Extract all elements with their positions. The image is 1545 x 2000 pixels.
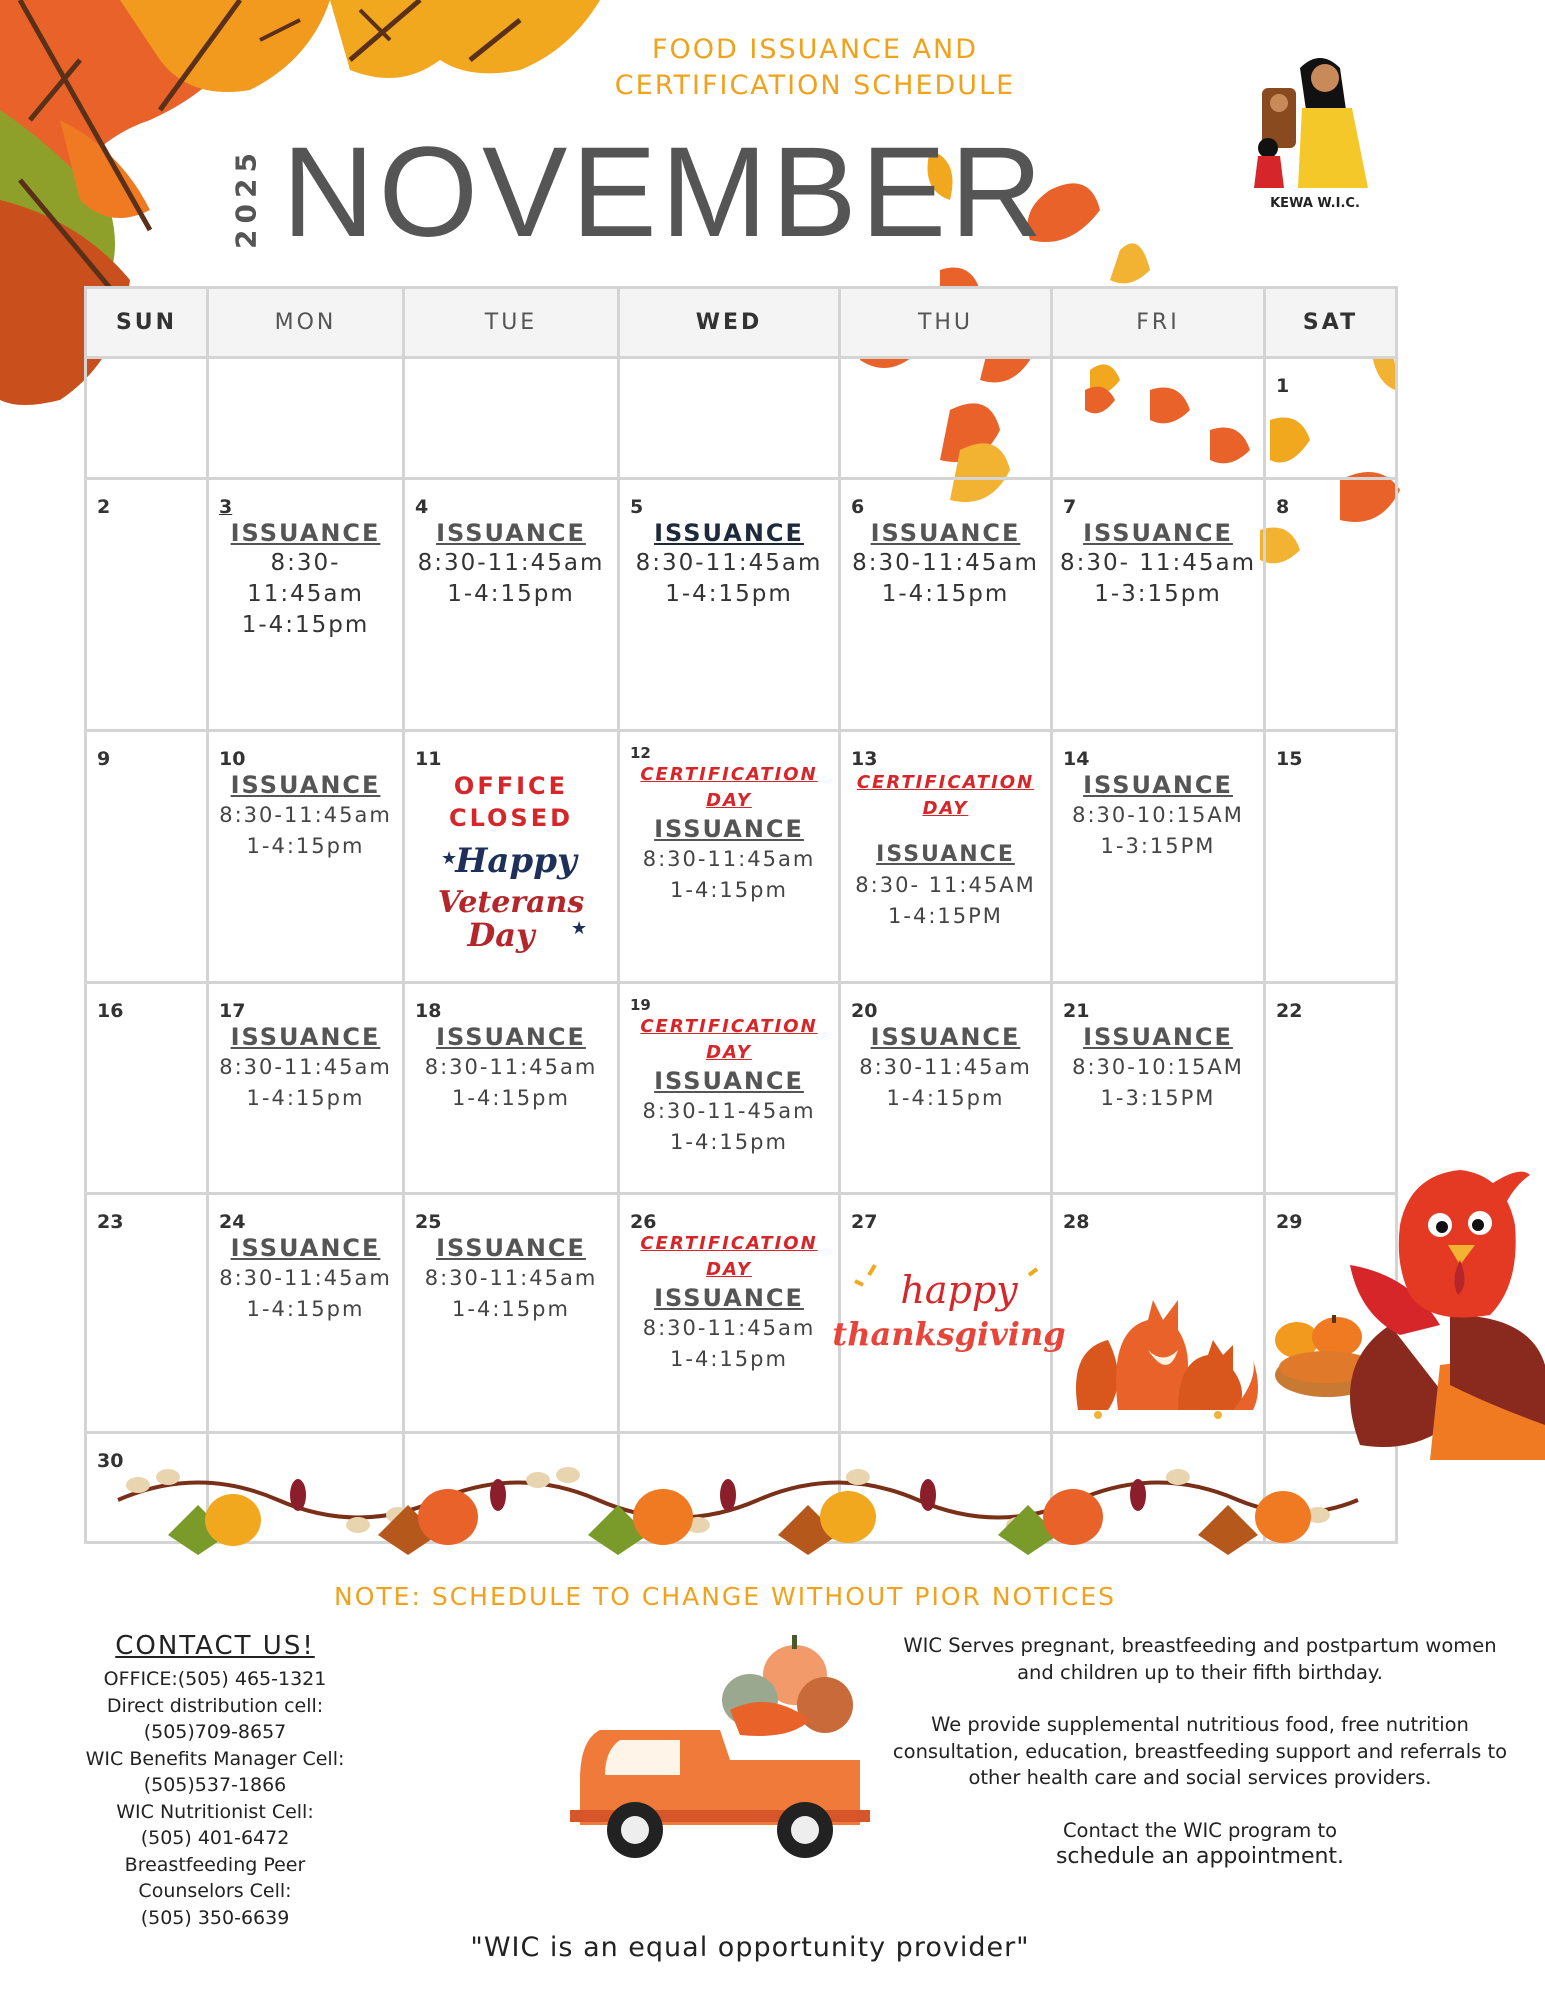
time-am: 8:30-11:45am	[219, 803, 392, 827]
day-cell-1	[1265, 358, 1397, 479]
time-am: 8:30-11:45am	[642, 1316, 816, 1340]
day-cell-empty	[404, 358, 619, 479]
day-cell-10	[208, 731, 404, 983]
time-am: 8:30-	[270, 550, 341, 576]
weekday-sat: SAT	[1265, 288, 1397, 358]
time-am: 8:30-10:15AM	[1072, 803, 1244, 827]
day-number: 5	[630, 496, 644, 518]
day-schedule	[1053, 518, 1263, 610]
week-row-5	[86, 1194, 1397, 1433]
day-cell-20	[840, 983, 1052, 1194]
day-schedule	[620, 518, 838, 610]
happy-thanksgiving-icon	[832, 1255, 1066, 1365]
turkey-icon	[1330, 1165, 1545, 1460]
day-number: 3	[219, 496, 233, 518]
issuance-label: ISSUANCE	[870, 519, 1021, 547]
year-label	[228, 147, 264, 249]
fox-pair-icon	[1068, 1290, 1258, 1420]
calendar-grid	[84, 286, 1398, 1544]
schedule-title-line1: FOOD ISSUANCE AND	[651, 34, 979, 65]
day-schedule	[620, 762, 838, 906]
week-row-2	[86, 479, 1397, 731]
time-pm: 1-4:15pm	[881, 581, 1010, 607]
time-am: 8:30-11:45am	[219, 1055, 392, 1079]
issuance-label: ISSUANCE	[1083, 519, 1233, 547]
day-cell-6	[840, 479, 1052, 731]
issuance-label: ISSUANCE	[436, 1023, 586, 1051]
day-cell-13	[840, 731, 1052, 983]
day-schedule	[209, 770, 402, 862]
issuance-label: ISSUANCE	[436, 519, 586, 547]
time-pm: 1-4:15pm	[241, 612, 370, 638]
time-am: 8:30-11:45am	[642, 847, 816, 871]
day-cell-17	[208, 983, 404, 1194]
pumpkin-garland-icon	[118, 1455, 1358, 1565]
certification-day-line2: DAY	[706, 1042, 752, 1063]
day-cell-26	[619, 1194, 840, 1433]
issuance-label: ISSUANCE	[654, 1284, 804, 1312]
certification-day-line1: CERTIFICATION	[640, 1016, 818, 1037]
day-cell-22	[1265, 983, 1397, 1194]
certification-day-line1: CERTIFICATION	[856, 772, 1035, 793]
issuance-label: ISSUANCE	[1083, 771, 1233, 799]
contact-line: (505) 401-6472	[140, 1827, 290, 1849]
day-number: 20	[851, 1000, 878, 1022]
issuance-label: ISSUANCE	[230, 1234, 381, 1262]
week-row-1	[86, 358, 1397, 479]
day-number: 19	[630, 996, 651, 1014]
day-number: 23	[97, 1211, 124, 1233]
time-am: 8:30-11:45am	[852, 550, 1039, 576]
day-schedule	[1053, 770, 1263, 862]
day-number: 21	[1063, 1000, 1090, 1022]
day-schedule	[405, 518, 617, 610]
day-schedule	[209, 1233, 402, 1325]
day-cell-18	[404, 983, 619, 1194]
day-number: 8	[1276, 496, 1290, 518]
day-cell-2	[86, 479, 208, 731]
contact-section	[50, 1630, 380, 1931]
day-number: 11	[415, 748, 442, 770]
day-number: 28	[1063, 1211, 1090, 1233]
day-number: 17	[219, 1000, 246, 1022]
time-am: 8:30-11:45am	[219, 1266, 392, 1290]
day-cell-25	[404, 1194, 619, 1433]
issuance-label: ISSUANCE	[870, 1023, 1021, 1051]
time-pm: 1-4:15pm	[447, 581, 575, 607]
time-am: 8:30-11:45am	[859, 1055, 1032, 1079]
weekday-thu: THU	[840, 288, 1052, 358]
time-pm: 1-4:15pm	[246, 834, 365, 858]
certification-day-line1: CERTIFICATION	[640, 1233, 818, 1254]
svg-text:★: ★	[571, 918, 588, 939]
week-row-4	[86, 983, 1397, 1194]
time-am: 8:30-11:45am	[635, 550, 823, 576]
day-cell-12	[619, 731, 840, 983]
contact-line: Counselors Cell:	[138, 1880, 292, 1902]
time-pm: 1-3:15pm	[1094, 581, 1222, 607]
office-closed-notice	[405, 770, 617, 958]
time-pm: 1-4:15pm	[886, 1086, 1005, 1110]
schedule-change-note: NOTE: SCHEDULE TO CHANGE WITHOUT PIOR NOTICES	[334, 1582, 1116, 1611]
day-schedule	[620, 1231, 838, 1375]
time-pm: 1-4:15pm	[246, 1297, 365, 1321]
logo-text: KEWA W.I.C.	[1270, 196, 1360, 211]
day-number: 16	[97, 1000, 124, 1022]
time-am: 11:45am	[247, 581, 364, 607]
wic-serves-text: WIC Serves pregnant, breastfeeding and postpartum women and children up to their fifth birthday.	[903, 1634, 1497, 1684]
time-am: 8:30-11:45am	[424, 1055, 598, 1079]
day-cell-empty	[86, 358, 208, 479]
time-pm: 1-4:15pm	[246, 1086, 365, 1110]
weekday-tue: TUE	[404, 288, 619, 358]
contact-wic-text: Contact the WIC program to	[1062, 1818, 1338, 1842]
weekday-wed: WED	[619, 288, 840, 358]
weekday-header-row	[86, 288, 1397, 358]
day-cell-3	[208, 479, 404, 731]
day-cell-9	[86, 731, 208, 983]
day-number: 12	[630, 744, 651, 762]
month-title: NOVEMBER	[282, 121, 1047, 264]
time-am: 8:30-11-45am	[642, 1099, 816, 1123]
day-schedule	[620, 1014, 838, 1158]
day-number: 26	[630, 1211, 657, 1233]
issuance-label: ISSUANCE	[654, 815, 804, 843]
week-row-3	[86, 731, 1397, 983]
day-schedule	[1053, 1022, 1263, 1114]
day-number: 30	[97, 1450, 124, 1472]
day-number: 9	[97, 748, 111, 770]
day-number: 29	[1276, 1211, 1303, 1233]
time-am: 8:30-10:15AM	[1072, 1055, 1244, 1079]
day-cell-15	[1265, 731, 1397, 983]
time-pm: 1-4:15pm	[670, 1347, 788, 1371]
day-cell-7	[1052, 479, 1265, 731]
day-cell-11	[404, 731, 619, 983]
weekday-fri: FRI	[1052, 288, 1265, 358]
time-pm: 1-4:15pm	[670, 878, 788, 902]
thanksgiving-word: thanksgiving	[832, 1315, 1066, 1353]
issuance-label: ISSUANCE	[230, 519, 381, 547]
pumpkin-truck-icon	[560, 1630, 880, 1860]
certification-day-line1: CERTIFICATION	[640, 764, 818, 785]
day-schedule	[841, 518, 1050, 610]
day-schedule	[209, 1022, 402, 1114]
contact-line: Breastfeeding Peer	[124, 1853, 306, 1876]
day-schedule	[841, 1022, 1050, 1114]
day-number: 22	[1276, 1000, 1303, 1022]
time-pm: 1-3:15PM	[1100, 1086, 1216, 1110]
issuance-label: ISSUANCE	[1083, 1023, 1233, 1051]
issuance-label: ISSUANCE	[436, 1234, 586, 1262]
certification-day-line2: DAY	[706, 790, 752, 811]
contact-line: (505)537-1866	[143, 1774, 287, 1796]
contact-line: Direct distribution cell:	[106, 1694, 324, 1717]
day-cell-5	[619, 479, 840, 731]
contact-line: WIC Benefits Manager Cell:	[85, 1747, 345, 1770]
issuance-label: ISSUANCE	[654, 1067, 804, 1095]
issuance-label: ISSUANCE	[654, 519, 804, 547]
issuance-label: ISSUANCE	[876, 842, 1015, 867]
day-cell-8	[1265, 479, 1397, 731]
certification-day-line2: DAY	[922, 798, 969, 819]
year-text: 2025	[229, 147, 263, 249]
kewa-wic-logo-icon	[1240, 48, 1390, 193]
day-number: 10	[219, 748, 246, 770]
day-cell-28	[1052, 1194, 1265, 1433]
time-am: 8:30- 11:45AM	[855, 873, 1036, 897]
day-number: 7	[1063, 496, 1077, 518]
time-pm: 1-3:15PM	[1100, 834, 1216, 858]
contact-line: WIC Nutritionist Cell:	[116, 1800, 314, 1823]
day-schedule	[405, 1022, 617, 1114]
day-cell-23	[86, 1194, 208, 1433]
office-closed-line1: OFFICE	[453, 772, 569, 800]
day-cell-empty	[619, 358, 840, 479]
day-number: 1	[1276, 375, 1290, 397]
day-cell-16	[86, 983, 208, 1194]
weekday-sun: SUN	[86, 288, 208, 358]
day-number: 25	[415, 1211, 442, 1233]
day-schedule	[841, 770, 1050, 932]
day-cell-27	[832, 1194, 1066, 1433]
day-cell-14	[1052, 731, 1265, 983]
day-number: 27	[851, 1211, 878, 1233]
day-number: 6	[851, 496, 865, 518]
day-number: 14	[1063, 748, 1090, 770]
time-pm: 1-4:15PM	[888, 904, 1003, 928]
contact-line: (505) 350-6639	[140, 1906, 290, 1929]
day-number: 24	[219, 1211, 246, 1233]
day-number: 18	[415, 1000, 442, 1022]
contact-line: OFFICE:(505) 465-1321	[103, 1668, 327, 1690]
day-cell-24	[208, 1194, 404, 1433]
day-number: 2	[97, 496, 111, 518]
day-number: 15	[1276, 748, 1303, 770]
day-cell-4	[404, 479, 619, 731]
veterans-day-day: Day	[467, 916, 535, 954]
day-cell-empty	[208, 358, 404, 479]
office-closed-line2: CLOSED	[448, 804, 574, 832]
weekday-mon: MON	[208, 288, 404, 358]
day-cell-21	[1052, 983, 1265, 1194]
veterans-day-happy: Happy	[455, 841, 577, 881]
time-am: 8:30-11:45am	[424, 1266, 598, 1290]
schedule-appointment-text: schedule an appointment.	[1055, 1844, 1345, 1869]
veterans-day-veterans: Veterans	[437, 885, 585, 920]
time-am: 8:30- 11:45am	[1059, 550, 1257, 576]
time-pm: 1-4:15pm	[670, 1130, 788, 1154]
time-pm: 1-4:15pm	[452, 1086, 570, 1110]
certification-day-line2: DAY	[706, 1259, 752, 1280]
kewa-wic-logo	[1240, 48, 1390, 218]
svg-text:★: ★	[441, 848, 458, 869]
equal-opportunity-statement: "WIC is an equal opportunity provider"	[470, 1932, 1030, 1963]
time-pm: 1-4:15pm	[665, 581, 793, 607]
schedule-title-line2: CERTIFICATION SCHEDULE	[614, 70, 1016, 101]
day-cell-empty	[1052, 358, 1265, 479]
thanksgiving-happy: happy	[900, 1268, 1018, 1312]
wic-provides-text: We provide supplemental nutritious food, free nutrition consultation, education, breastfeeding support and referrals to other health care and social services providers.	[892, 1713, 1508, 1789]
issuance-label: ISSUANCE	[230, 1023, 381, 1051]
day-schedule	[405, 1233, 617, 1325]
day-cell-empty	[840, 358, 1052, 479]
contact-line: (505)709-8657	[143, 1721, 287, 1743]
day-cell-19	[619, 983, 840, 1194]
contact-title: CONTACT US!	[115, 1631, 315, 1661]
time-pm: 1-4:15pm	[452, 1297, 570, 1321]
day-number: 4	[415, 496, 429, 518]
wic-info-section	[890, 1633, 1510, 1871]
veterans-day-icon	[421, 834, 601, 954]
schedule-title	[600, 32, 1030, 104]
day-schedule	[209, 518, 402, 641]
issuance-label: ISSUANCE	[230, 771, 381, 799]
day-number: 13	[851, 748, 878, 770]
time-am: 8:30-11:45am	[417, 550, 605, 576]
